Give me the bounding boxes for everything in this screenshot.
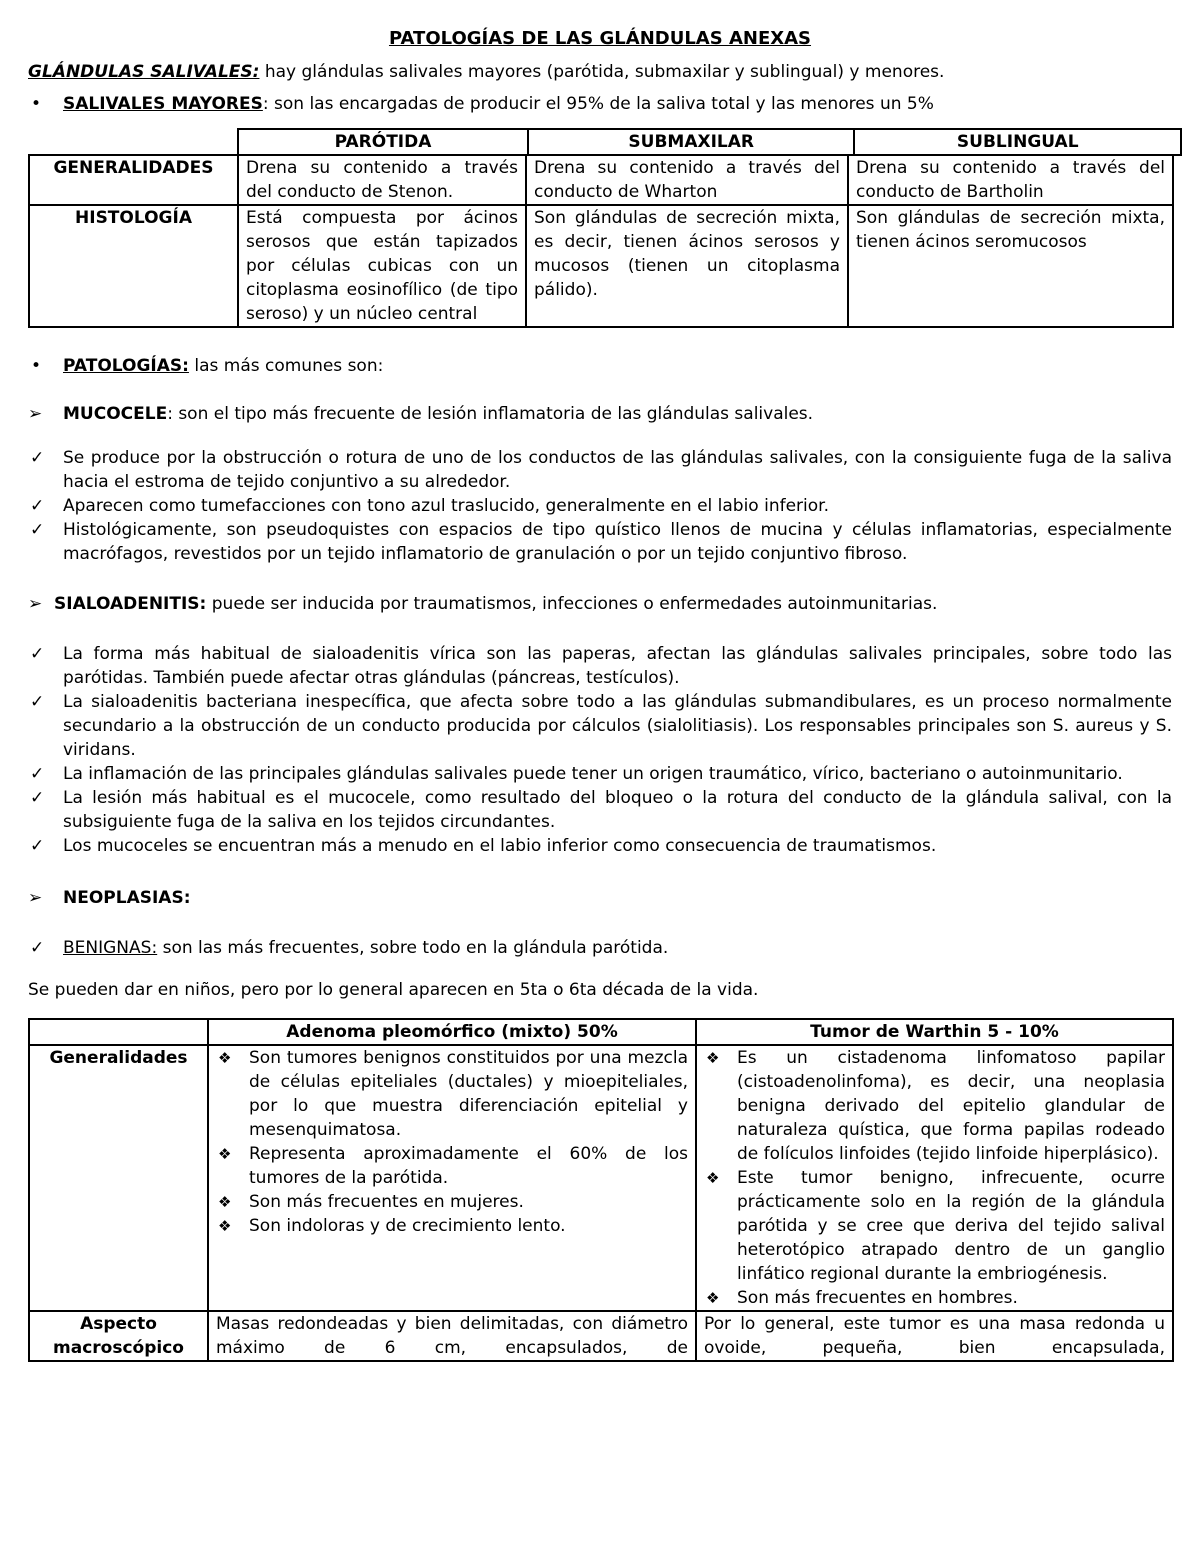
header-warthin: Tumor de Warthin 5 - 10%: [696, 1019, 1173, 1045]
neoplasias-heading: [28, 886, 1172, 910]
intro-text: hay glándulas salivales mayores (parótida, submaxilar y sublingual) y menores.: [259, 62, 945, 82]
cell-adenoma-generalidades: [208, 1045, 696, 1311]
intro-paragraph: [28, 60, 1172, 84]
mayores-bullet: [28, 92, 1172, 116]
mayores-text: : son las encargadas de producir el 95% de la saliva total y las menores un 5%: [262, 94, 934, 114]
intro-label: GLÁNDULAS SALIVALES:: [28, 62, 260, 82]
list-item: ❖ Son más frecuentes en hombres.: [701, 1286, 1165, 1310]
cell-warthin-generalidades: [696, 1045, 1173, 1311]
cell-submaxilar-histologia: Son glándulas de secreción mixta, es decir, tienen ácinos serosos y mucosos (tienen un citoplasma pálido).: [526, 205, 848, 327]
header-submaxilar: SUBMAXILAR: [528, 129, 854, 155]
list-item: ❖ Es un cistadenoma linfomatoso papilar (cistoadenolinfoma), es decir, una neoplasia benigna derivado del epitelio glandular de naturaleza quística, que forma papilas rodeado de folículos linfoides (tejido linfoide hiperplásico).: [701, 1046, 1165, 1166]
neoplasias-label: NEOPLASIAS:: [63, 888, 191, 908]
list-item: ✓ La sialoadenitis bacteriana inespecífica, que afecta sobre todo a las glándulas submandibulares, es un proceso normalmente secundario a la obstrucción de un conducto producida por cálculos (sialolitiasis). Los responsables principales son S. aureus y S. viridans.: [28, 690, 1172, 762]
list-item: ✓ La lesión más habitual es el mucocele, como resultado del bloqueo o la rotura del conducto de la glándula salival, con la subsiguiente fuga de la saliva en los tejidos circundantes.: [28, 786, 1172, 834]
header-sublingual: SUBLINGUAL: [854, 129, 1181, 155]
benignas-text: son las más frecuentes, sobre todo en la glándula parótida.: [157, 938, 669, 958]
cell-warthin-macro: Por lo general, este tumor es una masa redonda u ovoide, pequeña, bien encapsulada,: [696, 1311, 1173, 1361]
sialoadenitis-heading: [28, 592, 1172, 616]
mayores-label: SALIVALES MAYORES: [63, 94, 263, 114]
macro-label-line1: Aspecto: [80, 1314, 157, 1334]
mucocele-label: MUCOCELE: [63, 404, 168, 424]
list-item: ✓ Se produce por la obstrucción o rotura de uno de los conductos de las glándulas salivales, con la consiguiente fuga de la saliva hacia el estroma de tejido conjuntivo a su alrededor.: [28, 446, 1172, 494]
list-item: ❖ Este tumor benigno, infrecuente, ocurre prácticamente solo en la región de la glándula parótida y se cree que deriva del tejido salival heterotópico atrapado dentro de un ganglio linfático regional durante la embriogénesis.: [701, 1166, 1165, 1286]
list-item: ✓ La forma más habitual de sialoadenitis vírica son las paperas, afectan las glándulas salivales principales, sobre todo las parótidas. También puede afectar otras glándulas (páncreas, testículos).: [28, 642, 1172, 690]
cell-sublingual-histologia: Son glándulas de secreción mixta, tienen ácinos seromucosos: [848, 205, 1173, 327]
table-row: [29, 155, 1173, 205]
patologias-bullet: [28, 354, 1172, 378]
cell-adenoma-macro: Masas redondeadas y bien delimitadas, con diámetro máximo de 6 cm, encapsulados, de: [208, 1311, 696, 1361]
list-item: ❖ Son tumores benignos constituidos por una mezcla de células epiteliales (ductales) y mioepiteliales, por lo que muestra diferenciación epitelial y mesenquimatosa.: [213, 1046, 688, 1142]
cell-parotida-generalidades: Drena su contenido a través del conducto de Stenon.: [238, 155, 526, 205]
edad-paragraph: Se pueden dar en niños, pero por lo general aparecen en 5ta o 6ta década de la vida.: [28, 980, 759, 1000]
neoplasias-table-header: [29, 1019, 1173, 1045]
row-label-generalidades-tumor: Generalidades: [29, 1045, 208, 1311]
list-item: ✓ Aparecen como tumefacciones con tono azul traslucido, generalmente en el labio inferior.: [28, 494, 1172, 518]
row-label-generalidades: GENERALIDADES: [29, 155, 238, 205]
cell-parotida-histologia: Está compuesta por ácinos serosos que están tapizados por células cubicas con un citoplasma eosinofílico (de tipo seroso) y un núcleo central: [238, 205, 526, 327]
list-item: ✓ Histológicamente, son pseudoquistes con espacios de tipo quístico llenos de mucina y células inflamatorias, especialmente macrófagos, revestidos por un tejido inflamatorio de granulación o por un tejido conjuntivo fibroso.: [28, 518, 1172, 566]
mucocele-text: : son el tipo más frecuente de lesión inflamatoria de las glándulas salivales.: [167, 404, 814, 424]
header-parotida: PARÓTIDA: [238, 129, 528, 155]
list-item: ❖ Representa aproximadamente el 60% de los tumores de la parótida.: [213, 1142, 688, 1190]
cell-sublingual-generalidades: Drena su contenido a través del conducto de Bartholin: [848, 155, 1173, 205]
glands-table-body: [28, 154, 1174, 328]
sialoadenitis-label: SIALOADENITIS:: [54, 594, 207, 614]
table-row: [29, 1045, 1173, 1311]
list-item: ✓ La inflamación de las principales glándulas salivales puede tener un origen traumático, vírico, bacteriano o autoinmunitario.: [28, 762, 1172, 786]
cell-submaxilar-generalidades: Drena su contenido a través del conducto de Wharton: [526, 155, 848, 205]
table-row: [29, 205, 1173, 327]
mucocele-heading: [28, 402, 1172, 426]
row-label-macroscopico: [29, 1311, 208, 1361]
benignas-item: [28, 936, 1172, 960]
patologias-label: PATOLOGÍAS:: [63, 356, 189, 376]
document-page: [28, 26, 1172, 1362]
table-row: [29, 1311, 1173, 1361]
page-title: PATOLOGÍAS DE LAS GLÁNDULAS ANEXAS: [388, 28, 812, 49]
list-item: ❖ Son más frecuentes en mujeres.: [213, 1190, 688, 1214]
list-item: ✓ Los mucoceles se encuentran más a menudo en el labio inferior como consecuencia de traumatismos.: [28, 834, 1172, 858]
glands-table: [237, 128, 1182, 156]
neoplasias-table: [28, 1018, 1174, 1362]
glands-table-header: [237, 129, 1181, 155]
patologias-text: las más comunes son:: [188, 356, 384, 376]
list-item: ❖ Son indoloras y de crecimiento lento.: [213, 1214, 688, 1238]
row-label-histologia: HISTOLOGÍA: [29, 205, 238, 327]
sialoadenitis-text: puede ser inducida por traumatismos, infecciones o enfermedades autoinmunitarias.: [206, 594, 938, 614]
benignas-label: BENIGNAS:: [63, 938, 158, 958]
header-adenoma: Adenoma pleomórfico (mixto) 50%: [208, 1019, 696, 1045]
macro-label-line2: macroscópico: [53, 1338, 184, 1358]
